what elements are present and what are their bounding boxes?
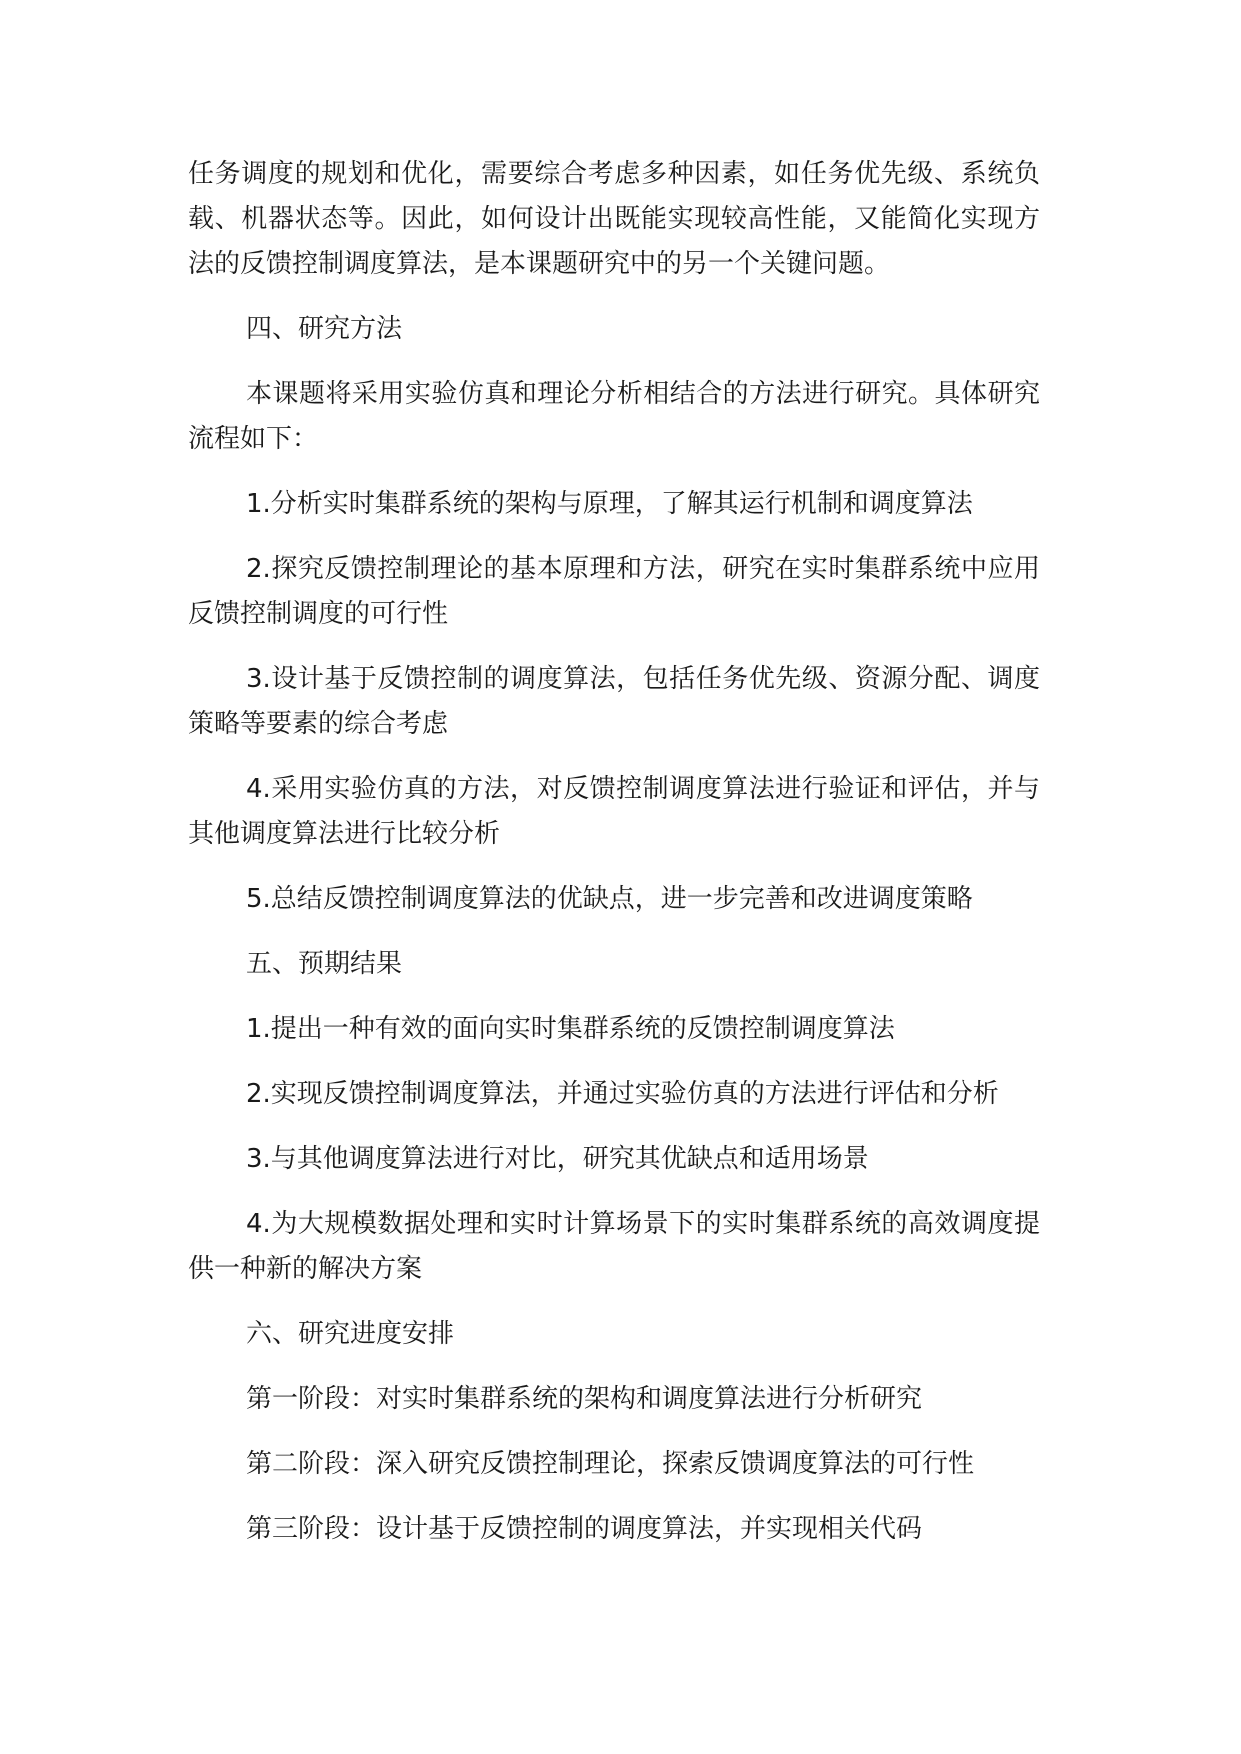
list-item-method-1: 1.分析实时集群系统的架构与原理，了解其运行机制和调度算法	[246, 489, 973, 519]
list-item-result-4: 4.为大规模数据处理和实时计算场景下的实时集群系统的高效调度提供一种新的解决方案	[188, 1209, 1040, 1284]
schedule-stage-1: 第一阶段：对实时集群系统的架构和调度算法进行分析研究	[246, 1384, 923, 1414]
list-item-method-2: 2.探究反馈控制理论的基本原理和方法，研究在实时集群系统中应用反馈控制调度的可行性	[188, 554, 1040, 629]
schedule-stage-2: 第二阶段：深入研究反馈控制理论，探索反馈调度算法的可行性	[246, 1449, 975, 1479]
document-body	[188, 152, 1040, 1572]
section-heading-schedule: 六、研究进度安排	[246, 1319, 455, 1349]
list-item-result-2: 2.实现反馈控制调度算法，并通过实验仿真的方法进行评估和分析	[246, 1079, 999, 1109]
section-heading-results: 五、预期结果	[246, 949, 403, 979]
list-item-result-1: 1.提出一种有效的面向实时集群系统的反馈控制调度算法	[246, 1014, 895, 1044]
list-item-method-4: 4.采用实验仿真的方法，对反馈控制调度算法进行验证和评估，并与其他调度算法进行比较分析	[188, 774, 1040, 849]
list-item-method-3: 3.设计基于反馈控制的调度算法，包括任务优先级、资源分配、调度策略等要素的综合考虑	[188, 664, 1040, 739]
list-item-method-5: 5.总结反馈控制调度算法的优缺点，进一步完善和改进调度策略	[246, 884, 973, 914]
paragraph-methods-intro: 本课题将采用实验仿真和理论分析相结合的方法进行研究。具体研究流程如下：	[188, 379, 1040, 454]
paragraph-continuation: 任务调度的规划和优化，需要综合考虑多种因素，如任务优先级、系统负载、机器状态等。因此，如何设计出既能实现较高性能，又能简化实现方法的反馈控制调度算法，是本课题研究中的另一个关键问题。	[188, 159, 1040, 279]
section-heading-methods: 四、研究方法	[246, 314, 403, 344]
schedule-stage-3: 第三阶段：设计基于反馈控制的调度算法，并实现相关代码	[246, 1514, 923, 1544]
list-item-result-3: 3.与其他调度算法进行对比，研究其优缺点和适用场景	[246, 1144, 869, 1174]
